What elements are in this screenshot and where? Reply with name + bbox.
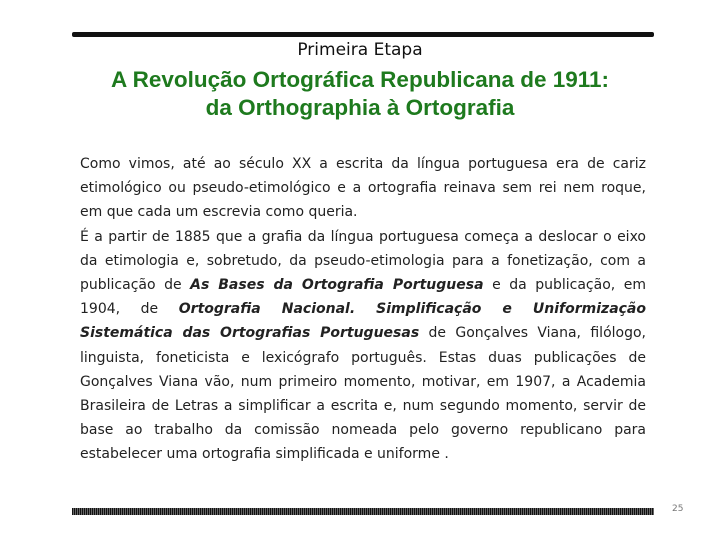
slide-kicker: Primeira Etapa xyxy=(297,40,423,60)
book-title-ortografia-nacional: Ortografia Nacional. Simplificação e Uniformização Sistemática das Ortografias Portuguesas xyxy=(80,301,646,342)
page-number: 25 xyxy=(672,504,684,514)
paragraph-2 xyxy=(80,225,646,467)
p2-text-a: É a partir de 1885 que a grafia da língua portuguesa começa a deslocar o eixo da etimologia e, sobretudo, da pseudo-etimologia para a fonetização, com a publicação de xyxy=(80,228,646,294)
slide-title xyxy=(0,66,720,122)
paragraph-1: Como vimos, até ao século XX a escrita da língua portuguesa era de cariz etimológico ou pseudo-etimológico e a ortografia reinava sem rei nem roque, em que cada um escrevia como queria. xyxy=(80,156,646,221)
top-rule xyxy=(72,32,654,37)
title-line-1: A Revolução Ortográfica Republicana de 1911: xyxy=(110,67,610,92)
slide-body xyxy=(80,152,646,467)
p2-text-c: de Gonçalves Viana, filólogo, linguista, foneticista e lexicógrafo português. Estas duas publicações de Gonçalves Viana vão, num primeiro momento, motivar, em 1907, a Academia Brasileira de Letras a simplificar a escrita e, num segundo momento, servir de base ao trabalho da comissão nomeada pelo governo republicano para estabelecer uma ortografia simplificada e uniforme . xyxy=(80,325,646,463)
bottom-rule xyxy=(72,508,654,515)
book-title-bases: As Bases da Ortografia Portuguesa xyxy=(190,277,484,294)
title-line-2: da Orthographia à Ortografia xyxy=(205,95,515,120)
p2-text-b: e da publicação, em 1904, de xyxy=(80,277,647,318)
